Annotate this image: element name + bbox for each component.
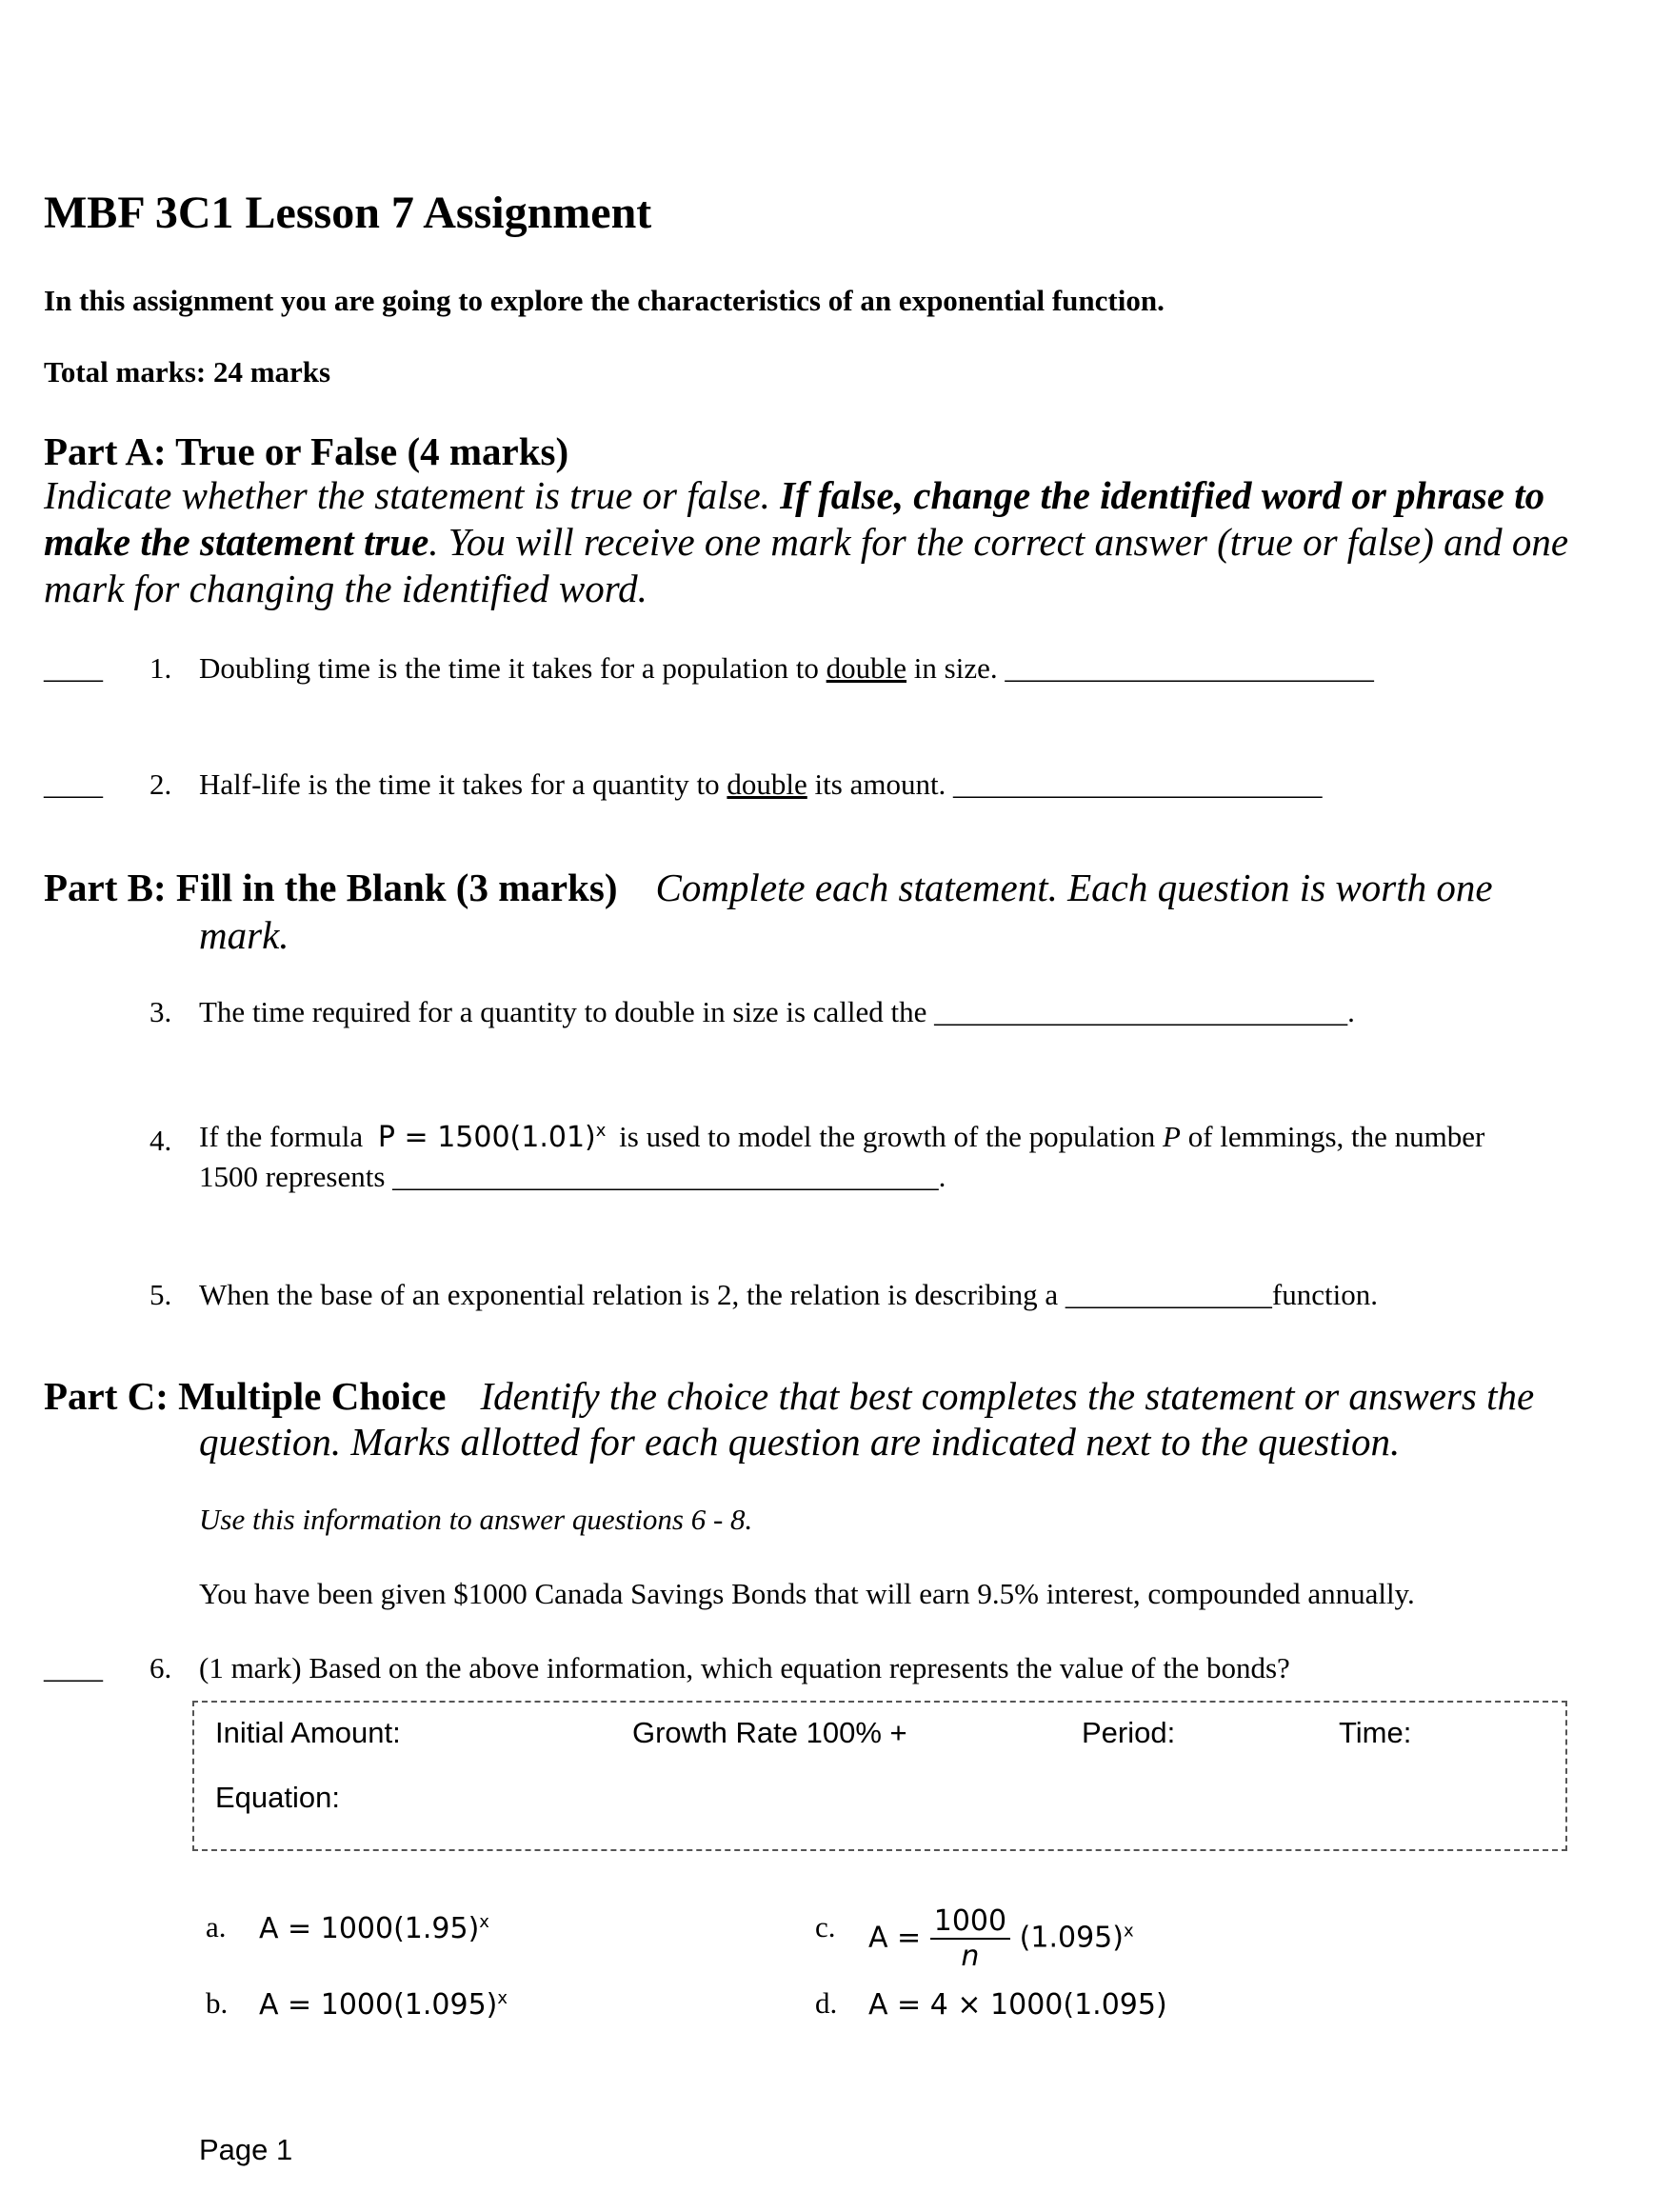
question-1: Doubling time is the time it takes for a population to double in size. _________________________	[199, 651, 1374, 685]
total-marks: Total marks: 24 marks	[44, 355, 331, 389]
option-a-letter: a.	[206, 1910, 227, 1943]
fraction: $\frac{1000}{n}$	[930, 1904, 1010, 1973]
intro-text: In this assignment you are going to explore the characteristics of an exponential function.	[44, 284, 1165, 317]
answer-blank-q2[interactable]: ____	[44, 767, 103, 801]
question-4: If the formula $P = 1500(1.01)^x$ is used to model the growth of the population P of lemmings, the number	[199, 1120, 1485, 1154]
part-c-instructions-cont: question. Marks allotted for each question are indicated next to the question.	[199, 1420, 1401, 1464]
page-title: MBF 3C1 Lesson 7 Assignment	[44, 188, 652, 238]
question-number: 3.	[149, 995, 172, 1028]
question-5: When the base of an exponential relation is 2, the relation is describing a ______________function.	[199, 1278, 1378, 1311]
time-label: Time:	[1339, 1716, 1412, 1749]
part-b-heading: Part B: Fill in the Blank (3 marks)	[44, 866, 618, 909]
question-3: The time required for a quantity to double in size is called the ____________________________.	[199, 995, 1355, 1028]
part-b-instructions: Complete each statement. Each question is worth one	[655, 866, 1493, 909]
given-info: You have been given $1000 Canada Savings Bonds that will earn 9.5% interest, compounded annually.	[199, 1577, 1415, 1610]
work-box[interactable]	[192, 1701, 1567, 1851]
option-d-letter: d.	[815, 1986, 838, 2020]
question-2: Half-life is the time it takes for a quantity to double its amount. _________________________	[199, 767, 1323, 801]
question-6: (1 mark) Based on the above information, which equation represents the value of the bonds?	[199, 1651, 1290, 1684]
part-a-heading: Part A: True or False (4 marks)	[44, 429, 569, 473]
option-d[interactable]: A = 4 × 1000(1.095)	[868, 1988, 1167, 2022]
question-4-cont: 1500 represents _____________________________________.	[199, 1160, 946, 1193]
use-info-note: Use this information to answer questions 6 - 8.	[199, 1503, 753, 1536]
question-number: 6.	[149, 1651, 172, 1684]
question-number: 5.	[149, 1278, 172, 1311]
part-c-heading-line	[44, 1373, 1534, 1419]
period-label: Period:	[1082, 1716, 1176, 1749]
option-b-letter: b.	[206, 1986, 229, 2020]
growth-rate-label: Growth Rate 100% +	[632, 1716, 907, 1749]
answer-blank-q6[interactable]: ____	[44, 1651, 103, 1684]
option-a[interactable]: $A = 1000(1.95)^x$	[259, 1912, 489, 1945]
option-c-letter: c.	[815, 1910, 836, 1943]
option-c[interactable]: A = $\frac{1000}{n}$ $(1.095)^x$	[868, 1904, 1134, 1973]
equation-label: Equation:	[215, 1781, 340, 1814]
option-b[interactable]: $A = 1000(1.095)^x$	[259, 1988, 508, 2022]
answer-blank-q1[interactable]: ____	[44, 651, 103, 685]
part-b-instructions-cont: mark.	[199, 913, 289, 957]
question-number: 4.	[149, 1124, 172, 1157]
formula: $P = 1500(1.01)^x$	[377, 1121, 607, 1154]
question-number: 2.	[149, 767, 172, 801]
part-b-heading-line	[44, 865, 1493, 910]
part-c-instructions: Identify the choice that best completes the statement or answers the	[480, 1374, 1535, 1418]
part-c-heading: Part C: Multiple Choice	[44, 1374, 447, 1418]
part-a-instructions: Indicate whether the statement is true or false. If false, change the identified word or phrase to make the statement true. You will receive one mark for the correct answer (true or false) and one mark for changing the identified word.	[44, 473, 1569, 610]
question-number: 1.	[149, 651, 172, 685]
page-number: Page 1	[199, 2133, 293, 2166]
initial-amount-label: Initial Amount:	[215, 1716, 401, 1749]
